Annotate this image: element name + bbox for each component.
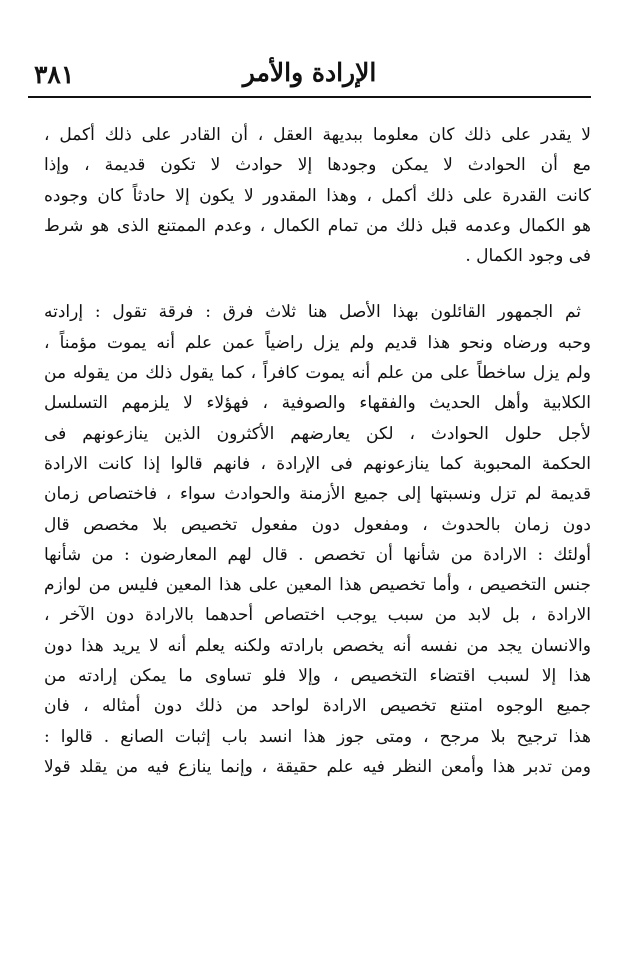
paragraph-1 bbox=[44, 120, 591, 271]
text-line: والانسان يجد من نفسه أنه يخصص بارادته ولكنه يعلم أنه لا يريد هذا دون bbox=[44, 635, 591, 656]
text-line: لا يقدر على ذلك كان معلوما ببديهة العقل ، أن القادر على ذلك أكمل ، bbox=[44, 125, 591, 145]
text-line: ومن تدبر هذا وأمعن النظر فيه علم حقيقة ، وإنما ينازع فيه من يقلد قولا bbox=[44, 756, 591, 777]
text-line: ولم يزل ساخطاً على من علم أنه يموت كافراً ، كما يقول ذلك من يقوله من bbox=[44, 363, 591, 384]
text-line: كانت القدرة على ذلك أكمل ، وهذا المقدور لا يكون إلا حادثاً كان وجوده bbox=[44, 185, 591, 206]
body-text bbox=[44, 120, 591, 782]
text-line: دون زمان بالحدوث ، ومفعول دون مفعول تخصيص بلا مخصص قال bbox=[44, 514, 591, 535]
paragraph-2 bbox=[44, 297, 591, 782]
text-line: ثم الجمهور القائلون بهذا الأصل هنا ثلاث فرق : فرقة تقول : إرادته bbox=[44, 302, 581, 323]
text-line: فى وجود الكمال . bbox=[465, 246, 591, 267]
text-line: قديمة لم تزل ونسبتها إلى جميع الأزمنة والحوادث سواء ، فاختصاص زمان bbox=[44, 484, 591, 505]
text-line: الكلابية وأهل الحديث والفقهاء والصوفية ، فهؤلاء لا يلزمهم التسلسل bbox=[44, 393, 591, 414]
page-number: ٣٨١ bbox=[34, 60, 75, 89]
text-line: مع أن الحوادث لا يمكن وجودها إلا حوادث لا تكون قديمة ، وإذا bbox=[44, 155, 591, 176]
text-line: هذا إلا لسبب اقتضاء التخصيص ، وإلا فلو تساوى ما يمكن إرادته من bbox=[44, 666, 591, 687]
text-line: هذا ترجيح بلا مرجح ، ومتى جوز هذا انسد باب إثبات الصانع . قالوا : bbox=[44, 726, 591, 747]
page-header bbox=[28, 52, 591, 98]
text-line: هو الكمال وعدمه قبل ذلك من تمام الكمال ، وعدم الممتنع الذى هو شرط bbox=[44, 215, 591, 236]
text-line: جنس التخصيص ، وأما تخصيص هذا المعين على هذا المعين فليس من لوازم bbox=[44, 575, 591, 596]
paragraph-gap bbox=[44, 271, 591, 297]
text-line: جميع الوجوه امتنع تخصيص الارادة لواحد من ذلك دون أمثاله ، فان bbox=[44, 696, 591, 717]
text-line: أولئك : الارادة من شأنها أن تخصص . قال لهم المعارضون : من شأنها bbox=[44, 544, 591, 565]
text-line: الارادة ، بل لابد من سبب يوجب اختصاص أحدهما بالارادة دون الآخر ، bbox=[44, 605, 591, 626]
text-line: وحبه ورضاه ونحو هذا قديم ولم يزل راضياً عمن علم أنه يموت مؤمناً ، bbox=[44, 332, 591, 353]
header-divider bbox=[28, 96, 591, 98]
running-title: الإرادة والأمر bbox=[242, 58, 377, 87]
text-line: الحكمة المحبوبة كما ينازعونهم فى الإرادة ، فانهم قالوا إذا كانت الارادة bbox=[44, 453, 591, 474]
text-line: لأجل حلول الحوادث ، لكن يعارضهم الأكثرون الذين ينازعونهم فى bbox=[44, 423, 591, 444]
